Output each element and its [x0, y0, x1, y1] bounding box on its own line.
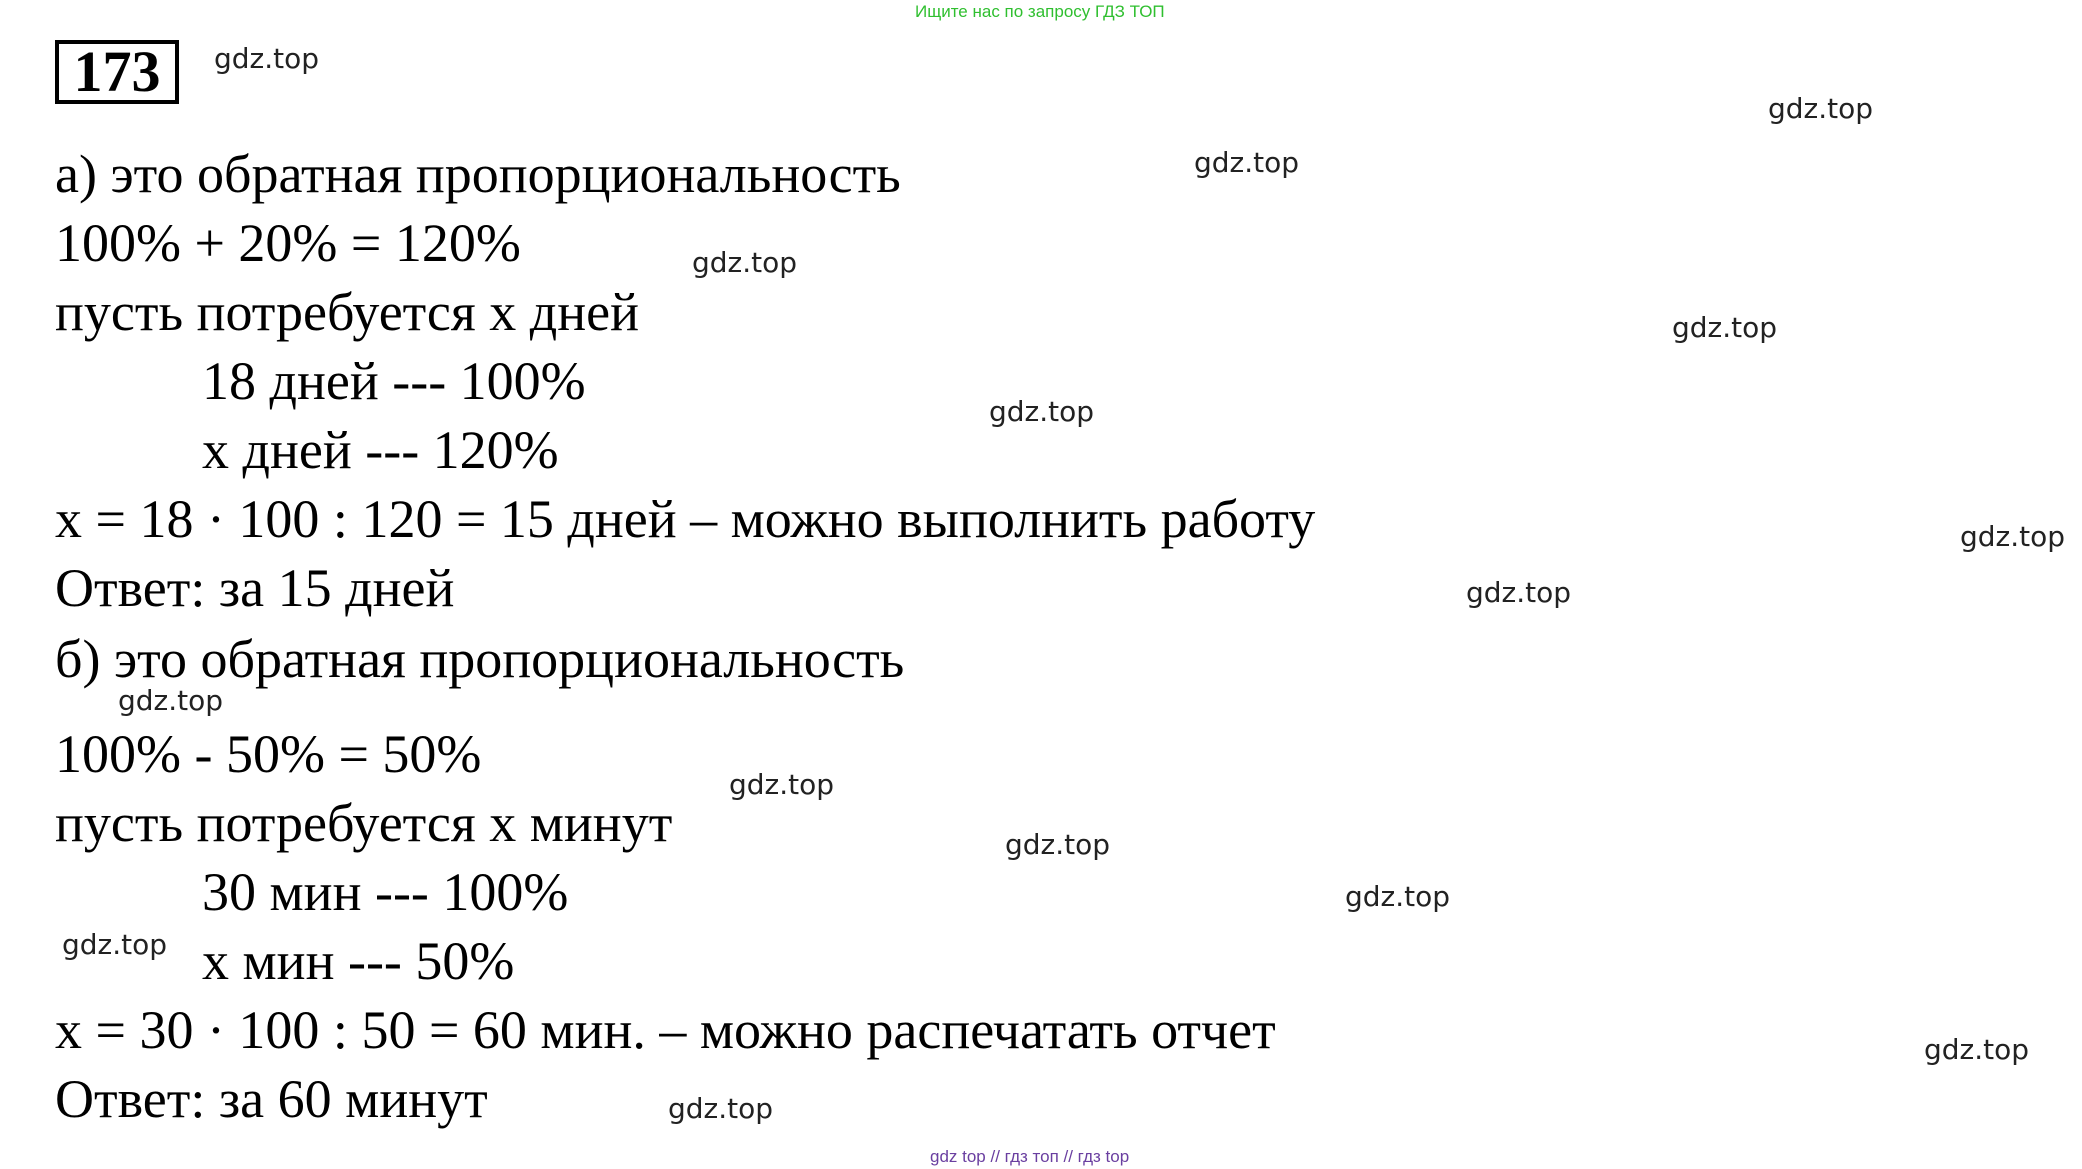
- watermark: gdz.top: [989, 395, 1095, 428]
- solution-a-calculation: х = 18 · 100 : 120 = 15 дней – можно выполнить работу: [55, 489, 1316, 549]
- solution-b-proportion-2: х мин --- 50%: [202, 931, 515, 991]
- solution-b-answer: Ответ: за 60 минут: [55, 1069, 488, 1129]
- task-number: 173: [55, 40, 179, 104]
- watermark: gdz.top: [668, 1092, 774, 1125]
- footer-links: gdz top // гдз топ // гдз top: [930, 1147, 1130, 1166]
- solution-b-percent-diff: 100% - 50% = 50%: [55, 724, 482, 784]
- watermark: gdz.top: [1005, 828, 1111, 861]
- solution-b-heading: б) это обратная пропорциональность: [55, 629, 905, 689]
- solution-a-let-x: пусть потребуется х дней: [55, 282, 639, 342]
- solution-b-proportion-1: 30 мин --- 100%: [202, 862, 569, 922]
- watermark: gdz.top: [214, 42, 320, 75]
- watermark: gdz.top: [1924, 1033, 2030, 1066]
- solution-a-proportion-2: х дней --- 120%: [202, 420, 559, 480]
- watermark: gdz.top: [729, 768, 835, 801]
- solution-b-let-x: пусть потребуется х минут: [55, 793, 673, 853]
- watermark: gdz.top: [692, 246, 798, 279]
- header-search-hint-text: Ищите нас по запросу ГДЗ ТОП: [915, 2, 1165, 21]
- watermark: gdz.top: [1194, 146, 1300, 179]
- solution-a-percent-sum: 100% + 20% = 120%: [55, 213, 521, 273]
- solution-a-answer: Ответ: за 15 дней: [55, 558, 455, 618]
- solution-a-heading: а) это обратная пропорциональность: [55, 144, 901, 204]
- watermark: gdz.top: [1345, 880, 1451, 913]
- watermark: gdz.top: [62, 928, 168, 961]
- watermark: gdz.top: [1768, 92, 1874, 125]
- watermark: gdz.top: [118, 684, 224, 717]
- solution-a-proportion-1: 18 дней --- 100%: [202, 351, 586, 411]
- watermark: gdz.top: [1960, 520, 2066, 553]
- watermark: gdz.top: [1466, 576, 1572, 609]
- solution-b-calculation: х = 30 · 100 : 50 = 60 мин. – можно распечатать отчет: [55, 1000, 1276, 1060]
- watermark: gdz.top: [1672, 311, 1778, 344]
